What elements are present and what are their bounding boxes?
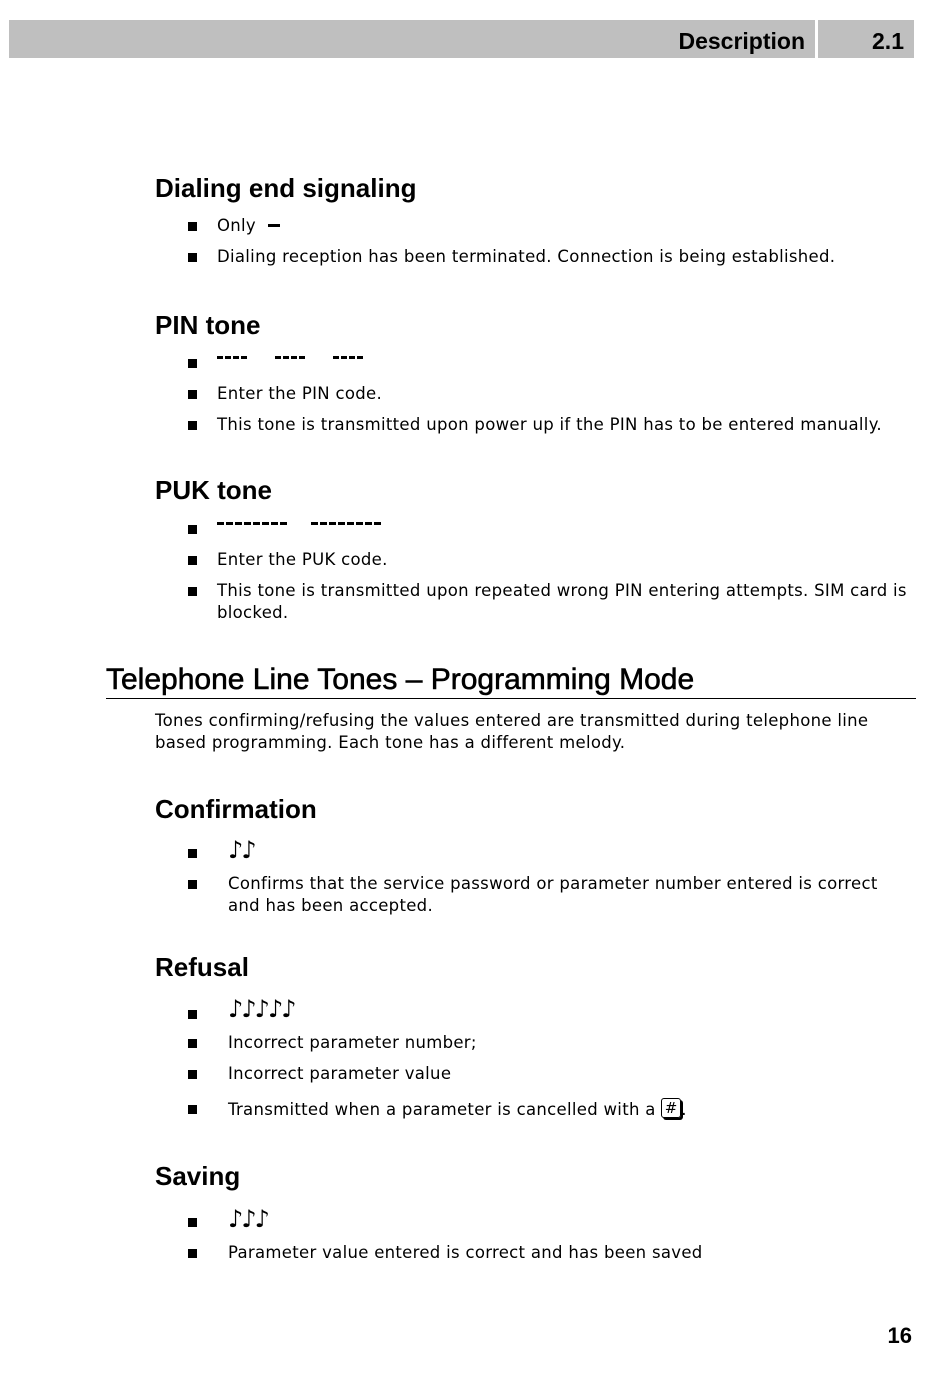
puk-tone-heading: PUK tone: [155, 475, 272, 505]
dialing-end-heading: Dialing end signaling: [155, 173, 417, 203]
bullet-icon: [188, 525, 197, 534]
pin-enter-text: Enter the PIN code.: [217, 384, 382, 403]
list-item: [186, 1242, 911, 1264]
list-item: [186, 549, 911, 571]
saving-list: [186, 1207, 911, 1264]
list-item: [186, 873, 911, 917]
list-item: [186, 414, 911, 436]
programming-mode-heading: Telephone Line Tones – Programming Mode: [106, 662, 916, 699]
puk-enter-text: Enter the PUK code.: [217, 550, 388, 569]
refusal-list: [186, 997, 911, 1121]
header-section-number: 2.1: [818, 20, 914, 58]
puk-tone-pattern-icon: [217, 519, 383, 538]
bullet-icon: [188, 222, 197, 231]
puk-tone-list: [186, 518, 911, 624]
list-item: [186, 997, 911, 1023]
pin-tone-list: [186, 352, 911, 436]
dialing-end-list: [186, 215, 911, 268]
refusal-item-3: Transmitted when a parameter is cancelled with a: [228, 1100, 656, 1119]
list-item: [186, 383, 911, 405]
programming-intro: Tones confirming/refusing the values entered are transmitted during telephone line based programming. Each tone has a different melody.: [155, 711, 869, 752]
hash-key-icon: #: [661, 1098, 681, 1118]
bullet-icon: [188, 1039, 197, 1048]
saving-melody-icon: ♪♪♪: [228, 1205, 268, 1233]
list-item: [186, 1098, 911, 1121]
bullet-icon: [188, 1070, 197, 1079]
confirmation-heading: Confirmation: [155, 794, 317, 824]
pin-tone-heading: PIN tone: [155, 310, 261, 340]
confirmation-description: Confirms that the service password or parameter number entered is correct and has been accepted.: [228, 874, 878, 915]
puk-tone-description: This tone is transmitted upon repeated wrong PIN entering attempts. SIM card is blocked.: [217, 581, 907, 622]
bullet-icon: [188, 1249, 197, 1258]
saving-heading: Saving: [155, 1161, 241, 1191]
page-header: [9, 20, 914, 58]
bullet-icon: [188, 880, 197, 889]
bullet-icon: [188, 421, 197, 430]
list-item: [186, 1207, 911, 1233]
bullet-icon: [188, 359, 197, 368]
refusal-item-3-end: .: [681, 1100, 687, 1119]
bullet-icon: [188, 1218, 197, 1227]
header-section-title: Description: [9, 20, 815, 58]
bullet-icon: [188, 587, 197, 596]
bullet-icon: [188, 390, 197, 399]
bullet-icon: [188, 556, 197, 565]
pin-tone-description: This tone is transmitted upon power up if the PIN has to be entered manually.: [217, 415, 882, 434]
long-tone-icon: [268, 224, 280, 227]
saving-description: Parameter value entered is correct and has been saved: [228, 1243, 703, 1262]
list-item: [186, 215, 911, 237]
bullet-icon: [188, 1105, 197, 1114]
page-number: 16: [887, 1323, 912, 1348]
list-item: [186, 246, 911, 268]
only-label: Only: [217, 216, 256, 235]
refusal-item-1: Incorrect parameter number;: [228, 1033, 477, 1052]
list-item: [186, 518, 911, 540]
list-item: [186, 1032, 911, 1054]
refusal-item-2: Incorrect parameter value: [228, 1064, 452, 1083]
list-item: [186, 352, 911, 374]
refusal-heading: Refusal: [155, 952, 249, 982]
bullet-icon: [188, 253, 197, 262]
list-item: [186, 580, 911, 624]
dialing-end-description: Dialing reception has been terminated. Connection is being established.: [217, 247, 836, 266]
confirmation-melody-icon: ♪♪: [228, 836, 255, 864]
bullet-icon: [188, 1010, 197, 1019]
confirmation-list: [186, 838, 911, 917]
refusal-melody-icon: ♪♪♪♪♪: [228, 995, 295, 1023]
list-item: [186, 838, 911, 864]
pin-tone-pattern-icon: [217, 353, 365, 372]
bullet-icon: [188, 849, 197, 858]
list-item: [186, 1063, 911, 1085]
